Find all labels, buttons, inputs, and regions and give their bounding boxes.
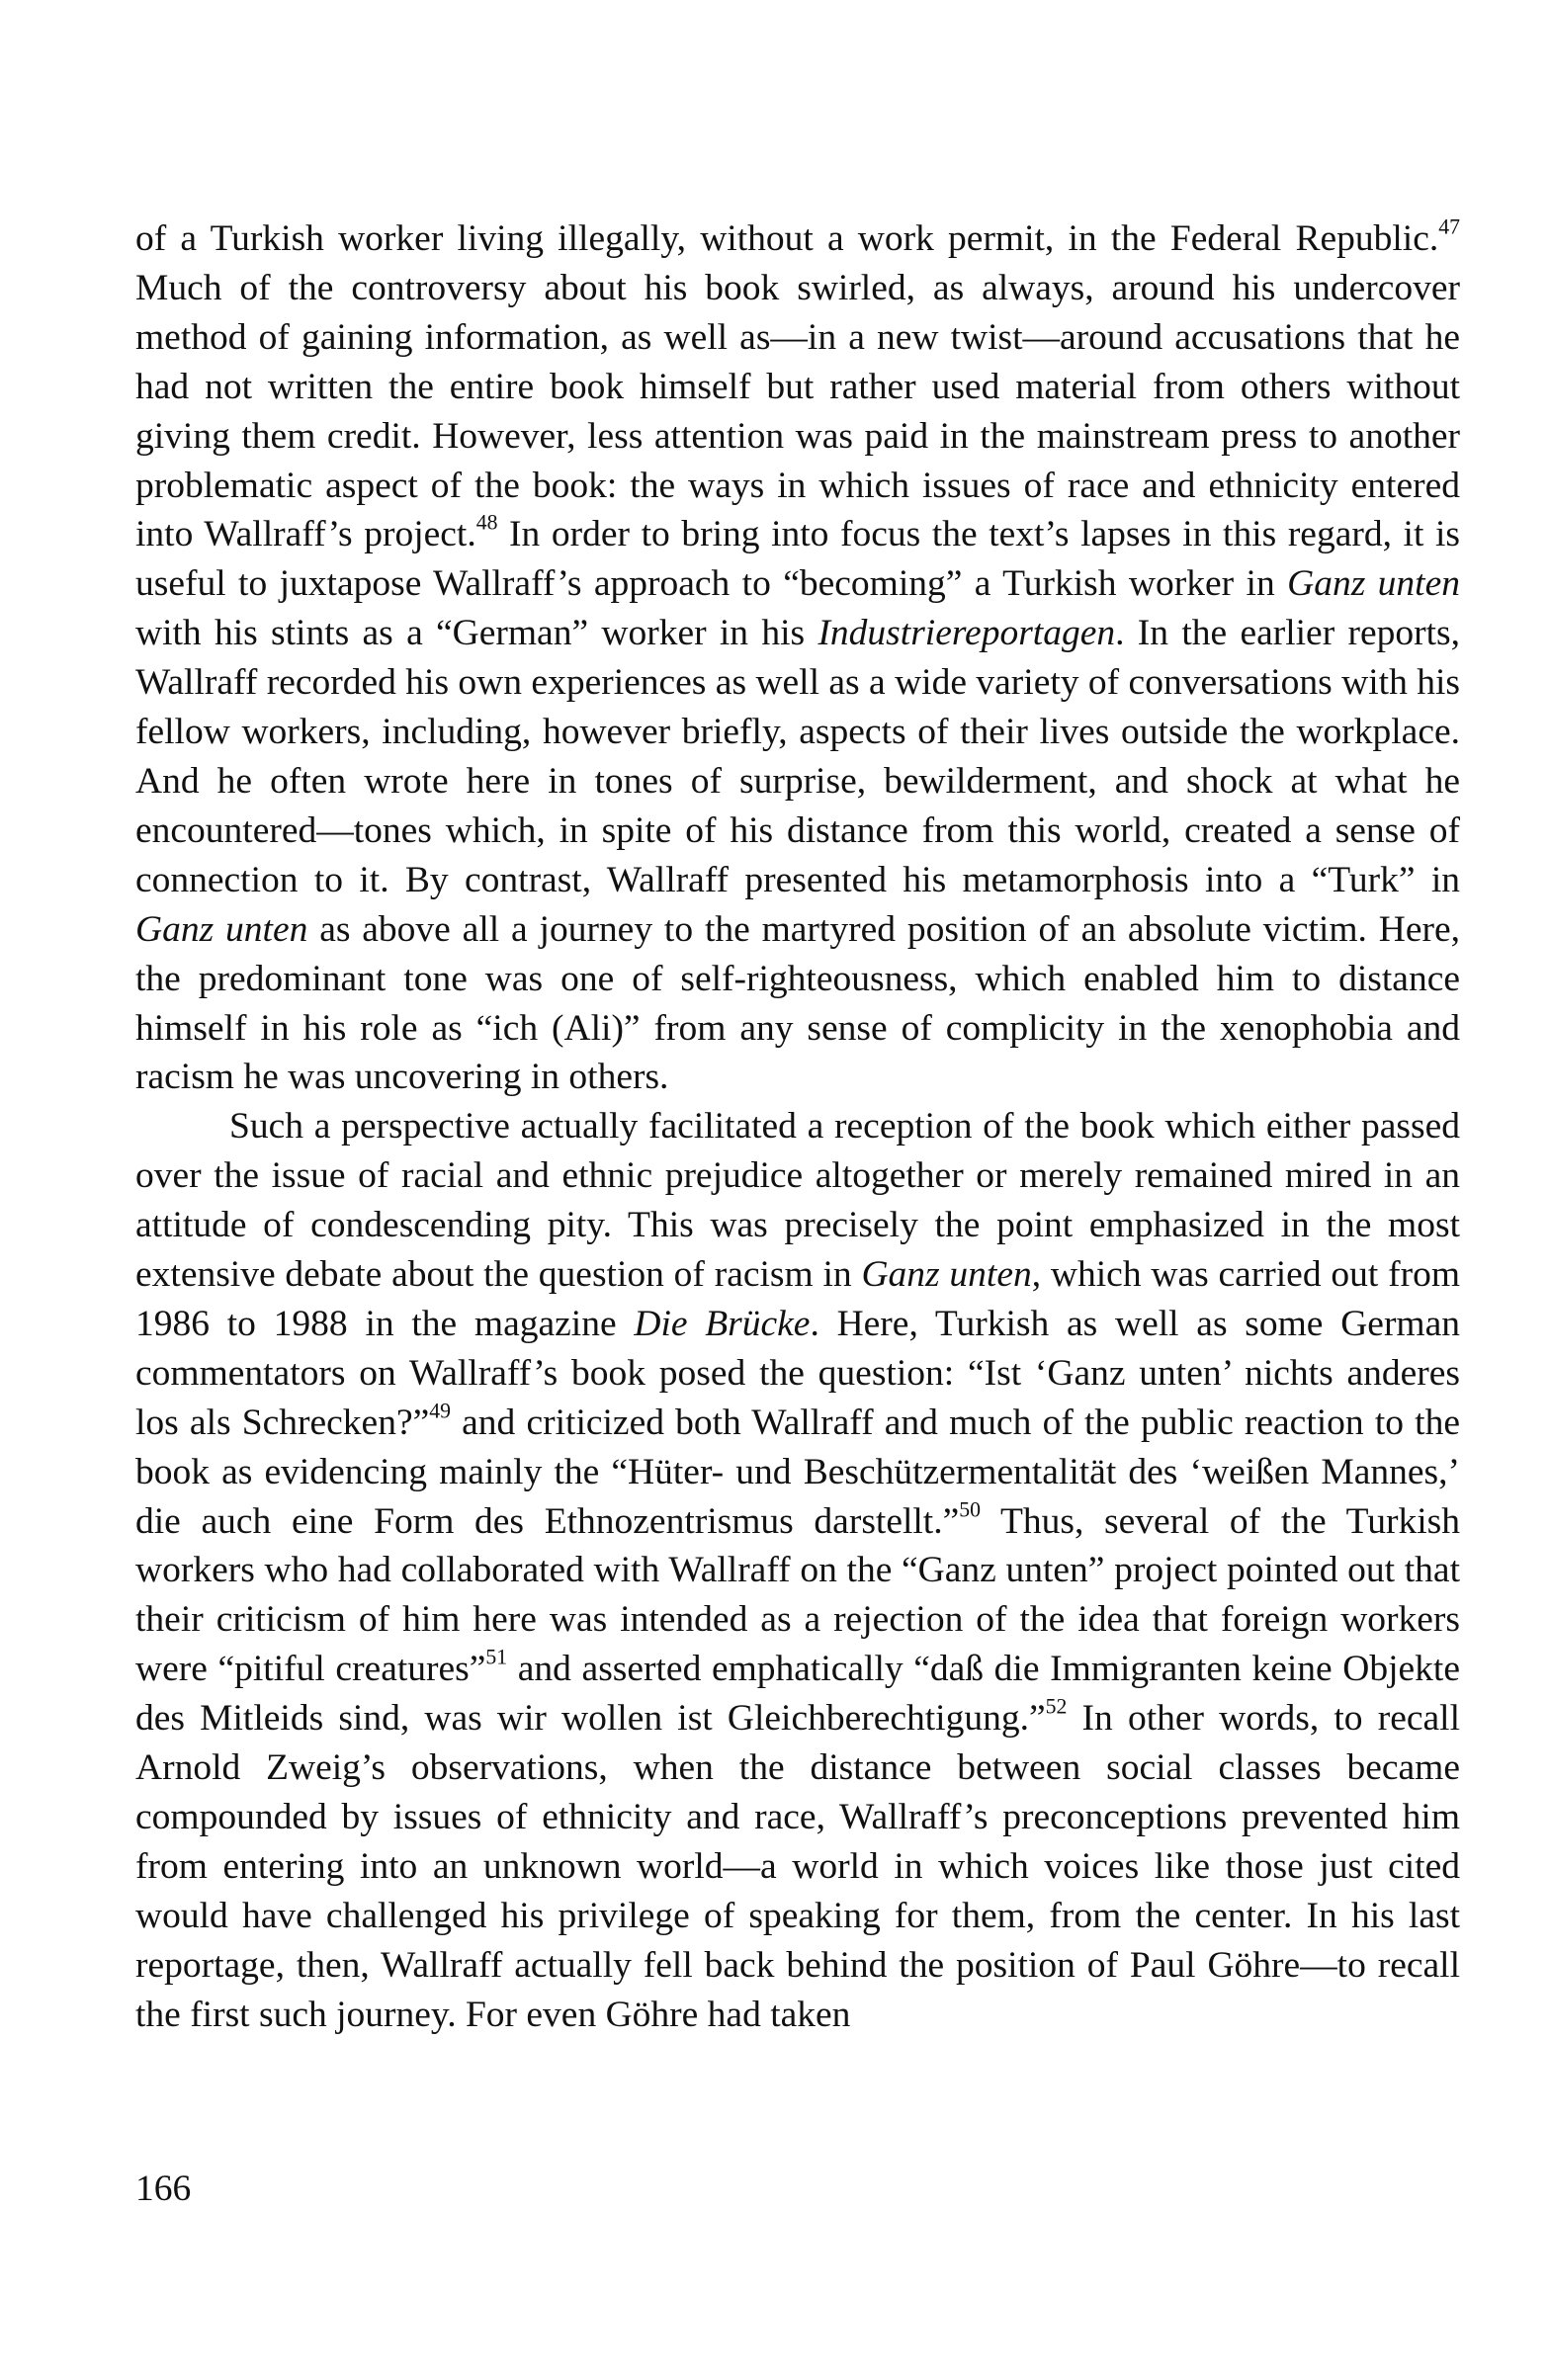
text-run: , which was carried out from 1986 to 1988 in the magazine: [135, 1254, 1460, 1344]
italic-title: Ganz unten: [1287, 563, 1460, 605]
footnote-ref: 49: [429, 1399, 451, 1423]
footnote-ref: 48: [475, 511, 498, 536]
text-run: . Here, Turkish as well as some German commentators on Wallraff’s book posed the question: “Ist ‘Ganz unten’ nichts anderes los als Schrecken?”: [135, 1303, 1460, 1443]
italic-title: Die Brücke: [634, 1303, 811, 1344]
text-run: Thus, several of the Turkish workers who had collaborated with Wallraff on the “Ganz unten” project pointed out that their criticism of him here was intended as a rejection of the idea that foreign workers were “pitiful creatures”: [135, 1500, 1460, 1690]
text-run: with his stints as a “German” worker in his: [135, 613, 818, 654]
text-run: and criticized both Wallraff and much of the public reaction to the book as evidencing mainly the “Hüter- und Beschützermentalität des ‘weißen Mannes,’ die auch eine Form des Ethnozentrismus darstellt.”: [135, 1402, 1460, 1542]
body-text: [135, 214, 1460, 2040]
text-run: of a Turkish worker living illegally, without a work permit, in the Federal Republic.: [135, 218, 1439, 259]
text-run: and asserted emphatically “daß die Immigranten keine Objekte des Mitleids sind, was wir wollen ist Gleichberechtigung.”: [135, 1649, 1460, 1740]
footnote-ref: 52: [1045, 1694, 1068, 1719]
text-run: Such a perspective actually facilitated a reception of the book which either passed over the issue of racial and ethnic prejudice altogether or merely remained mired in an attitude of condescending pity. This was precisely the point emphasized in the most extensive debate about the question of racism in: [135, 1106, 1460, 1296]
text-run: Much of the controversy about his book swirled, as always, around his undercover method of gaining information, as well as—in a new twist—around accusations that he had not written the entire book himself but rather used material from others without giving them credit. However, less attention was paid in the mainstream press to another problematic aspect of the book: the ways in which issues of race and ethnicity entered into Wallraff’s project.: [135, 267, 1460, 555]
italic-title: Ganz unten: [135, 908, 308, 950]
footnote-ref: 50: [959, 1497, 981, 1522]
paragraph: [135, 214, 1460, 1102]
footnote-ref: 47: [1438, 214, 1460, 239]
page-number: 166: [135, 2168, 192, 2209]
text-run: . In the earlier reports, Wallraff recorded his own experiences as well as a wide variety of conversations with his fellow workers, including, however briefly, aspects of their lives outside the workplace. And he often wrote here in tones of surprise, bewilderment, and shock at what he encountered—tones which, in spite of his distance from this world, created a sense of connection to it. By contrast, Wallraff presented his metamorphosis into a “Turk” in: [135, 613, 1460, 900]
text-run: as above all a journey to the martyred position of an absolute victim. Here, the predominant tone was one of self-righteousness, which enabled him to distance himself in his role as “ich (Ali)” from any sense of complicity in the xenophobia and racism he was uncovering in others.: [135, 908, 1460, 1098]
italic-title: Ganz unten: [861, 1254, 1032, 1296]
text-run: In order to bring into focus the text’s lapses in this regard, it is useful to juxtapose Wallraff’s approach to “becoming” a Turkish worker in: [135, 514, 1460, 605]
italic-title: Industriereportagen: [818, 613, 1116, 654]
text-run: In other words, to recall Arnold Zweig’s observations, when the distance between social classes became compounded by issues of ethnicity and race, Wallraff’s preconceptions prevented him from entering into an unknown world—a world in which voices like those just cited would have challenged his privilege of speaking for them, from the center. In his last reportage, then, Wallraff actually fell back behind the position of Paul Göhre—to recall the first such journey. For even Göhre had taken: [135, 1698, 1460, 2035]
footnote-ref: 51: [485, 1645, 508, 1669]
paragraph: [135, 1102, 1460, 2039]
